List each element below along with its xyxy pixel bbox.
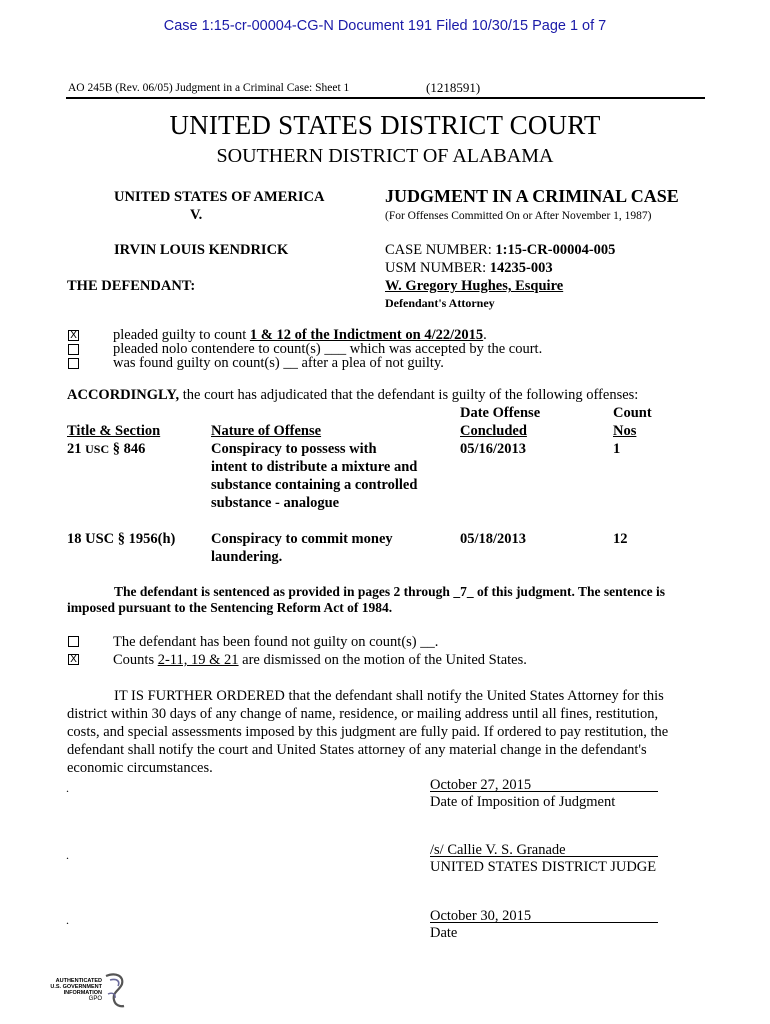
plea-guilty-pre: pleaded guilty to count bbox=[113, 327, 250, 343]
sentence-pre: The defendant is sentenced as provided in pages 2 through bbox=[114, 584, 454, 599]
offense-2-title bbox=[67, 531, 175, 548]
signature-marker-1: . bbox=[66, 781, 69, 795]
offense-1-count: 1 bbox=[613, 441, 621, 457]
plea-nolo-text: pleaded nolo contendere to count(s) ___ which was accepted by the court. bbox=[113, 341, 543, 357]
not-guilty-text bbox=[113, 634, 438, 651]
judge-title: UNITED STATES DISTRICT JUDGE bbox=[430, 859, 657, 875]
defense-attorney: W. Gregory Hughes, Esquire bbox=[385, 278, 564, 294]
offense-1-nature-line-4: substance - analogue bbox=[211, 495, 340, 511]
offense-1-nature-line-1: Conspiracy to possess with bbox=[211, 441, 377, 457]
accordingly-rest: the court has adjudicated that the defendant is guilty of the following offenses: bbox=[179, 387, 639, 403]
filed-date: October 30, 2015 bbox=[430, 908, 532, 924]
court-name: UNITED STATES DISTRICT COURT bbox=[169, 110, 601, 140]
plea-not-guilty-checkbox[interactable] bbox=[68, 358, 79, 369]
imposition-date-label: Date of Imposition of Judgment bbox=[430, 794, 616, 810]
gpo-seal-text bbox=[40, 978, 102, 1002]
dismissed-text bbox=[113, 652, 527, 669]
case-number-value: 1:15-CR-00004-005 bbox=[495, 242, 616, 258]
plea-guilty-post: . bbox=[483, 327, 487, 343]
sentence-line-1 bbox=[114, 584, 665, 600]
district-name: SOUTHERN DISTRICT OF ALABAMA bbox=[216, 145, 554, 167]
further-ordered-line-3: costs, and special assessments imposed by this judgment are fully paid. If ordered to pay restitution, the bbox=[67, 724, 669, 740]
plea-guilty-count: 1 & 12 of the Indictment on 4/22/2015 bbox=[249, 327, 484, 343]
offense-1-nature-line-2: intent to distribute a mixture and bbox=[211, 459, 418, 475]
signature-marker-3: . bbox=[66, 913, 69, 927]
dismissed-counts: 2-11, 19 & 21 bbox=[157, 652, 239, 668]
accordingly-bold: ACCORDINGLY, bbox=[67, 387, 180, 403]
offense-2-nature-line-1: Conspiracy to commit money bbox=[211, 531, 393, 547]
judgment-title: JUDGMENT IN A CRIMINAL CASE bbox=[385, 186, 679, 206]
filed-date-label: Date bbox=[430, 925, 458, 941]
usm-number-value: 14235-003 bbox=[489, 260, 553, 276]
header-rule bbox=[66, 97, 705, 99]
offense-2-nature-line-2: laundering. bbox=[211, 549, 283, 565]
versus: V. bbox=[190, 207, 203, 223]
header-date-top: Date Offense bbox=[460, 405, 541, 421]
imposition-date-line bbox=[430, 791, 658, 792]
plea-guilty-checkbox[interactable]: X bbox=[68, 330, 79, 341]
case-number bbox=[385, 242, 615, 259]
gpo-line-3: INFORMATION bbox=[63, 990, 102, 996]
header-count-bottom: Nos bbox=[613, 423, 637, 439]
filed-date-line bbox=[430, 922, 658, 923]
offense-2-title-pre: 18 USC § 1956(h) bbox=[67, 531, 176, 547]
judge-signature-line bbox=[430, 856, 658, 857]
further-ordered-line-5: economic circumstances. bbox=[67, 760, 213, 776]
header-title-section: Title & Section bbox=[67, 423, 161, 439]
gpo-line-2: U.S. GOVERNMENT bbox=[50, 984, 102, 990]
dismissed-checkbox[interactable]: X bbox=[68, 654, 79, 665]
case-header: Case 1:15-cr-00004-CG-N Document 191 Filed 10/30/15 Page 1 of 7 bbox=[163, 18, 607, 34]
form-id: (1218591) bbox=[426, 80, 481, 95]
further-ordered-line-1: IT IS FURTHER ORDERED that the defendant shall notify the United States Attorney for this bbox=[114, 688, 664, 704]
further-ordered-line-2: district within 30 days of any change of name, residence, or mailing address until all fines, restitution, bbox=[67, 706, 659, 722]
accordingly-statement bbox=[67, 387, 638, 404]
gpo-authentication-seal bbox=[40, 970, 130, 1010]
the-defendant-label: THE DEFENDANT: bbox=[67, 278, 196, 294]
header-nature: Nature of Offense bbox=[211, 423, 322, 439]
gpo-line-4: GPO bbox=[88, 996, 102, 1002]
further-ordered-line-4: defendant shall notify the court and United States attorney of any material change in the defendant's bbox=[67, 742, 647, 758]
form-label: AO 245B (Rev. 06/05) Judgment in a Criminal Case: Sheet 1 bbox=[68, 82, 350, 94]
case-number-label: CASE NUMBER: bbox=[385, 242, 496, 258]
sentence-post: of this judgment. The sentence is bbox=[473, 584, 665, 599]
offense-1-title bbox=[67, 441, 145, 458]
dismissed-post: are dismissed on the motion of the United States. bbox=[238, 652, 527, 668]
offense-2-count: 12 bbox=[613, 531, 628, 547]
usm-number-label: USM NUMBER: bbox=[385, 260, 490, 276]
header-count-top: Count bbox=[613, 405, 652, 421]
attorney-role: Defendant's Attorney bbox=[385, 296, 495, 310]
signature-marker-2: . bbox=[66, 848, 69, 862]
usm-number bbox=[385, 260, 553, 277]
offense-1-title-post: § 846 bbox=[109, 441, 146, 457]
offense-1-title-pre: 21 bbox=[67, 441, 86, 457]
offense-1-nature-line-3: substance containing a controlled bbox=[211, 477, 418, 493]
imposition-date: October 27, 2015 bbox=[430, 777, 532, 793]
offense-1-title-usc: USC bbox=[85, 442, 110, 456]
offense-1-date: 05/16/2013 bbox=[460, 441, 527, 457]
dismissed-pre: Counts bbox=[113, 652, 158, 668]
not-guilty-checkbox[interactable] bbox=[68, 636, 79, 647]
judge-signature: /s/ Callie V. S. Granade bbox=[430, 842, 566, 858]
eagle-icon bbox=[100, 970, 130, 1010]
plea-not-guilty-text: was found guilty on count(s) __ after a plea of not guilty. bbox=[113, 355, 444, 371]
not-guilty-pre: The defendant has been found not guilty on count(s) __. bbox=[113, 634, 439, 650]
plea-nolo-checkbox[interactable] bbox=[68, 344, 79, 355]
plaintiff: UNITED STATES OF AMERICA bbox=[114, 189, 325, 205]
offense-2-date: 05/18/2013 bbox=[460, 531, 527, 547]
defendant-name: IRVIN LOUIS KENDRICK bbox=[114, 242, 289, 258]
header-date-bottom: Concluded bbox=[460, 423, 527, 439]
sentence-pages: _7_ bbox=[453, 584, 474, 599]
judgment-subtitle: (For Offenses Committed On or After November 1, 1987) bbox=[385, 210, 652, 222]
sentence-line-2: imposed pursuant to the Sentencing Reform Act of 1984. bbox=[67, 600, 393, 615]
gpo-line-1: AUTHENTICATED bbox=[55, 978, 102, 984]
